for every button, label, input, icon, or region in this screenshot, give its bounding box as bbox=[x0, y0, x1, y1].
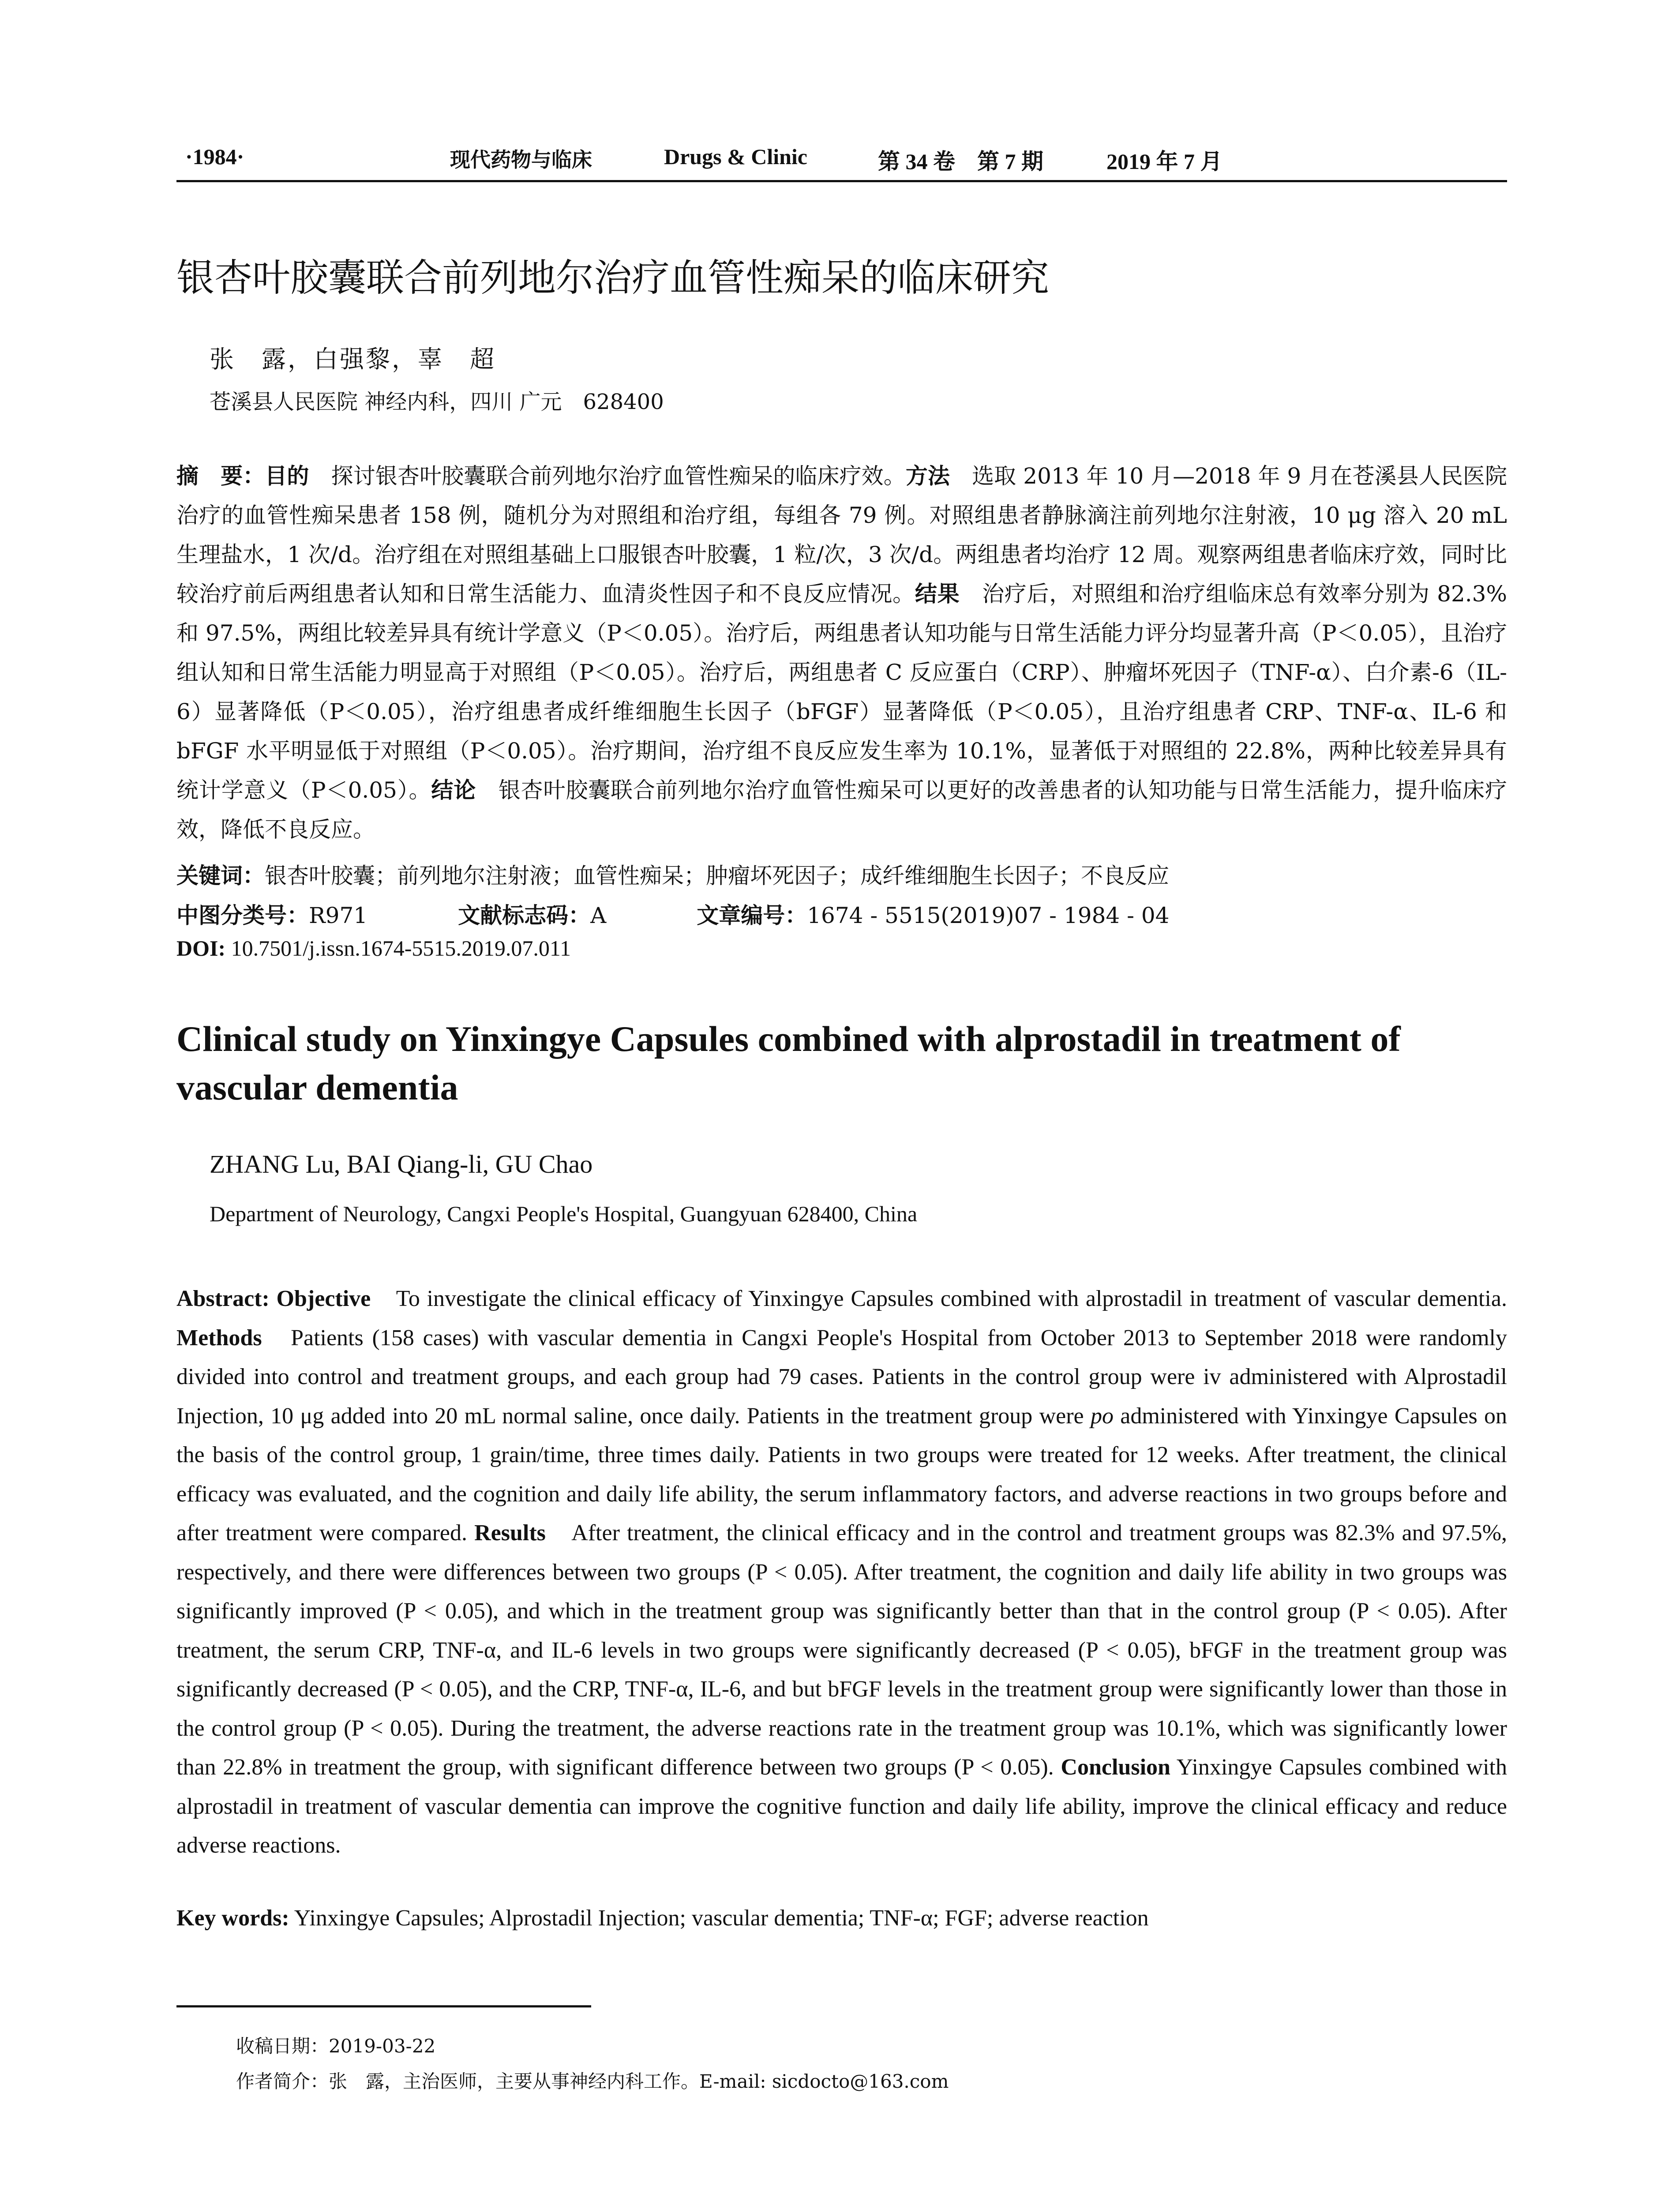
conclusion-text-en: Yinxingye Capsules combined with alprostadil in treatment of vascular dementia can improve the cognitive function and daily life ability, improve the clinical efficacy and reduce adverse reactions. bbox=[176, 1755, 1508, 1858]
abstract-label-cn: 摘 要： bbox=[176, 463, 265, 489]
doc-code-label: 文献标志码： bbox=[458, 903, 591, 928]
keywords-label-en: Key words: bbox=[176, 1906, 289, 1931]
classification-line bbox=[176, 898, 1170, 930]
objective-text-en: To investigate the clinical efficacy of Yinxingye Capsules combined with alprostadil in treatment of vascular dementia. bbox=[371, 1286, 1507, 1311]
results-text-en: After treatment, the clinical efficacy and in the control and treatment groups was 82.3% and 97.5%, respectively, and there were differences between two groups (P < 0.05). After treatment, the cognition and daily life ability in two groups was significantly improved (P < 0.05), and which in the treatment group was significantly better than that in the control group (P < 0.05). After treatment, the serum CRP, TNF-α, and IL-6 levels in two groups were significantly decreased (P < 0.05), bFGF in the treatment group was significantly decreased (P < 0.05), and the CRP, TNF-α, IL-6, and but bFGF levels in the treatment group were significantly lower than those in the control group (P < 0.05). During the treatment, the adverse reactions rate in the treatment group was 10.1%, which was significantly lower than 22.8% in treatment the group, with significant difference between two groups (P < 0.05). bbox=[176, 1520, 1508, 1780]
doi-value: 10.7501/j.issn.1674-5515.2019.07.011 bbox=[225, 936, 571, 960]
running-header bbox=[176, 140, 1507, 182]
results-label-en: Results bbox=[467, 1520, 546, 1546]
methods-text-cn: 选取 2013 年 10 月—2018 年 9 月在苍溪县人民医院治疗的血管性痴呆患者 158 例，随机分为对照组和治疗组，每组各 79 例。对照组患者静脉滴注前列地尔注射液，10 μg 溶入 20 mL 生理盐水，1 次/d。治疗组在对照组基础上口服银杏叶胶囊，1 粒/次，3 次/d。两组患者均治疗 12 周。观察两组患者临床疗效，同时比较治疗前后两组患者认知和日常生活能力、血清炎性因子和不良反应情况。 bbox=[176, 463, 1508, 607]
footnote-divider bbox=[176, 2005, 591, 2007]
objective-label-cn: 目的 bbox=[265, 463, 309, 489]
affiliation-cn: 苍溪县人民医院 神经内科，四川 广元 628400 bbox=[210, 390, 664, 414]
doc-code-value: A bbox=[590, 903, 607, 928]
article-number-value: 1674 - 5515(2019)07 - 1984 - 04 bbox=[807, 903, 1170, 928]
conclusion-text-cn: 银杏叶胶囊联合前列地尔治疗血管性痴呆可以更好的改善患者的认知功能与日常生活能力，提升临床疗效，降低不良反应。 bbox=[176, 777, 1508, 842]
doi-label: DOI: bbox=[176, 936, 226, 960]
received-value: 2019-03-22 bbox=[329, 2035, 436, 2057]
conclusion-label-en: Conclusion bbox=[1054, 1755, 1170, 1780]
clc-value: R971 bbox=[309, 903, 368, 928]
author-bio-value: 张 露，主治医师，主要从事神经内科工作。E-mail: sicdocto@163.com bbox=[329, 2071, 949, 2092]
conclusion-label-cn: 结论 bbox=[431, 777, 476, 803]
keywords-text-cn: 银杏叶胶囊；前列地尔注射液；血管性痴呆；肿瘤坏死因子；成纤维细胞生长因子；不良反应 bbox=[265, 863, 1169, 889]
abstract-cn bbox=[176, 457, 1507, 849]
article-title-en: Clinical study on Yinxingye Capsules combined with alprostadil in treatment of vascular dementia bbox=[176, 1019, 1401, 1107]
clc-label: 中图分类号： bbox=[176, 903, 309, 928]
keywords-en bbox=[176, 1905, 1149, 1931]
keywords-text-en: Yinxingye Capsules; Alprostadil Injection; vascular dementia; TNF-α; FGF; adverse reaction bbox=[289, 1906, 1149, 1931]
page-number: ·1984· bbox=[185, 144, 244, 169]
article-number-label: 文章编号： bbox=[697, 903, 807, 928]
methods-label-cn: 方法 bbox=[905, 463, 950, 489]
author-bio-label: 作者简介： bbox=[236, 2071, 329, 2092]
objective-text-cn: 探讨银杏叶胶囊联合前列地尔治疗血管性痴呆的临床疗效。 bbox=[309, 463, 906, 489]
journal-name-cn: 现代药物与临床 bbox=[450, 148, 592, 172]
results-label-cn: 结果 bbox=[915, 581, 960, 607]
abstract-label-en: Abstract: Objective bbox=[176, 1286, 371, 1311]
doi-line bbox=[176, 935, 571, 961]
methods-text-en-2: administered with Yinxingye Capsules on the basis of the control group, 1 grain/time, three times daily. Patients in two groups were treated for 12 weeks. After treatment, the clinical efficacy was evaluated, and the cognition and daily life ability, the serum inflammatory factors, and adverse reactions in two groups before and after treatment were compared. bbox=[176, 1403, 1507, 1546]
volume-issue: 第 34 卷 第 7 期 bbox=[878, 149, 1043, 174]
abstract-en bbox=[176, 1279, 1507, 1865]
methods-po: po bbox=[1090, 1403, 1114, 1429]
authors-cn: 张 露，白强黎，辜 超 bbox=[210, 345, 496, 373]
journal-name-en: Drugs & Clinic bbox=[664, 144, 807, 169]
keywords-cn bbox=[176, 858, 1169, 890]
authors-en: ZHANG Lu, BAI Qiang-li, GU Chao bbox=[210, 1150, 593, 1178]
methods-label-en: Methods bbox=[176, 1325, 262, 1351]
received-label: 收稿日期： bbox=[236, 2035, 329, 2057]
affiliation-en: Department of Neurology, Cangxi People's Hospital, Guangyuan 628400, China bbox=[210, 1201, 918, 1226]
results-text-cn: 治疗后，对照组和治疗组临床总有效率分别为 82.3%和 97.5%，两组比较差异具有统计学意义（P＜0.05）。治疗后，两组患者认知功能与日常生活能力评分均显著升高（P＜0.05），且治疗组认知和日常生活能力明显高于对照组（P＜0.05）。治疗后，两组患者 C 反应蛋白（CRP）、肿瘤坏死因子（TNF-α）、白介素-6（IL-6）显著降低（P＜0.05），治疗组患者成纤维细胞生长因子（bFGF）显著降低（P＜0.05），且治疗组患者 CRP、TNF-α、IL-6 和 bFGF 水平明显低于对照组（P＜0.05）。治疗期间，治疗组不良反应发生率为 10.1%，显著低于对照组的 22.8%，两种比较差异具有统计学意义（P＜0.05）。 bbox=[176, 581, 1508, 803]
received-date-note bbox=[236, 2032, 435, 2058]
article-title-cn: 银杏叶胶囊联合前列地尔治疗血管性痴呆的临床研究 bbox=[176, 256, 1049, 300]
methods-text-en-1: Patients (158 cases) with vascular dementia in Cangxi People's Hospital from October 2013 to September 2018 were randomly divided into control and treatment groups, and each group had 79 cases. Patients in the control group were iv administered with Alprostadil Injection, 10 μg added into 20 mL normal saline, once daily. Patients in the treatment group were bbox=[176, 1325, 1507, 1429]
issue-date: 2019 年 7 月 bbox=[1106, 149, 1222, 174]
keywords-label-cn: 关键词： bbox=[176, 863, 265, 889]
author-bio-note bbox=[236, 2067, 949, 2093]
